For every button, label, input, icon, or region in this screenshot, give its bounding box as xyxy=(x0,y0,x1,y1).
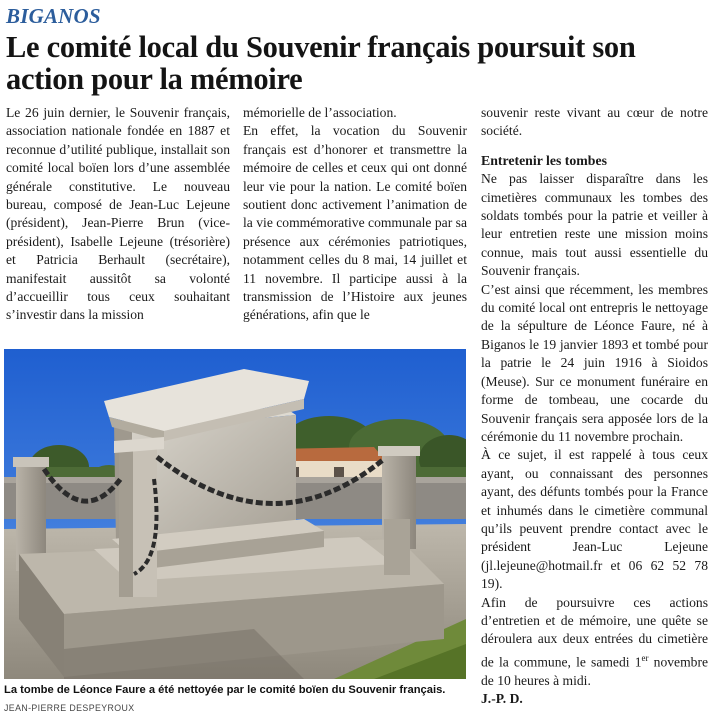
paragraph-nettoyage: C’est ainsi que récemment, les membres du comité local ont entrepris le nettoyage de la sépulture de Léonce Faure, né à Biganos le 19 janvier 1893 et tombé pour la patrie le 24 juin 1916 à Sioidos (Meuse). Sur ce monument funéraire en forme de tombeau, une cocarde du Souvenir français sera apposée lors de la cérémonie du 11 novembre prochain. xyxy=(481,281,708,444)
author-signature: J.-P. D. xyxy=(481,691,523,707)
subheading-entretenir: Entretenir les tombes xyxy=(481,152,607,168)
headline: Le comité local du Souvenir français poursuit son action pour la mémoire xyxy=(6,30,636,96)
paragraph-tombes: Ne pas laisser disparaître dans les cimetières communaux les tombes des soldats tombés pour la patrie et veiller à leur entretien reste une mission moins connue, mais tout aussi essentielle du Souvenir français. xyxy=(481,171,708,279)
photo-credit: JEAN-PIERRE DESPEYROUX xyxy=(4,703,135,713)
paragraph-vocation: En effet, la vocation du Souvenir français est d’honorer et transmettre la mémoire de celles et ceux qui ont donné leur vie pour la nation. Le comité boïen soutient donc activement l’animation de la vie commémorative communale par sa présence aux cérémonies patriotiques, notamment celles du 8 mai, 14 juillet et 11 novembre. Il participe aussi à la transmission de l’Histoire aux jeunes générations, afin que le xyxy=(243,123,467,323)
quete-text-a: Afin de poursuivre ces actions d’entretien et de mémoire, une quête se déroulera aux deux entrées du cimetière de la commune, le samedi 1 xyxy=(481,594,708,670)
paragraph-continuation-2: souvenir reste vivant au cœur de notre société. xyxy=(481,105,708,139)
quete-ordinal: er xyxy=(641,652,649,663)
paragraph-contact: À ce sujet, il est rappelé à tous ceux ayant, ou connaissant des personnes ayant, des défunts tombés pour la France et inhumés dans le cimetière communal qu’ils peuvent prendre contact avec le président Jean-Luc Lejeune (jl.lejeune@hotmail.fr et 06 62 52 78 19). xyxy=(481,447,708,592)
article-column-1 xyxy=(6,104,230,325)
quete-text-b: novembre de 10 heures à midi. xyxy=(481,654,709,688)
photo-tombe-leonce-faure xyxy=(4,349,466,679)
paragraph-intro: Le 26 juin dernier, le Souvenir français, association nationale fondée en 1887 et reconnue d’utilité publique, installait son comité local boïen lors d’une assemblée générale constitutive. Le nouveau bureau, composé de Jean-Luc Lejeune (président), Jean-Pierre Brun (vice-président), Isabelle Lejeune (trésorière) et Patricia Berhault (secrétaire), manifestait aussitôt sa volonté d’accueillir tous ceux souhaitant s’investir dans la mission xyxy=(6,105,230,323)
paragraph-quete xyxy=(481,594,708,691)
article-column-2 xyxy=(243,104,467,325)
tomb-photo-illustration xyxy=(4,349,466,679)
paragraph-continuation: mémorielle de l’association. xyxy=(243,105,397,120)
article-column-3 xyxy=(481,104,708,709)
photo-caption: La tombe de Léonce Faure a été nettoyée par le comité boïen du Souvenir français. xyxy=(4,684,446,696)
kicker-biganos: BIGANOS xyxy=(6,4,101,28)
